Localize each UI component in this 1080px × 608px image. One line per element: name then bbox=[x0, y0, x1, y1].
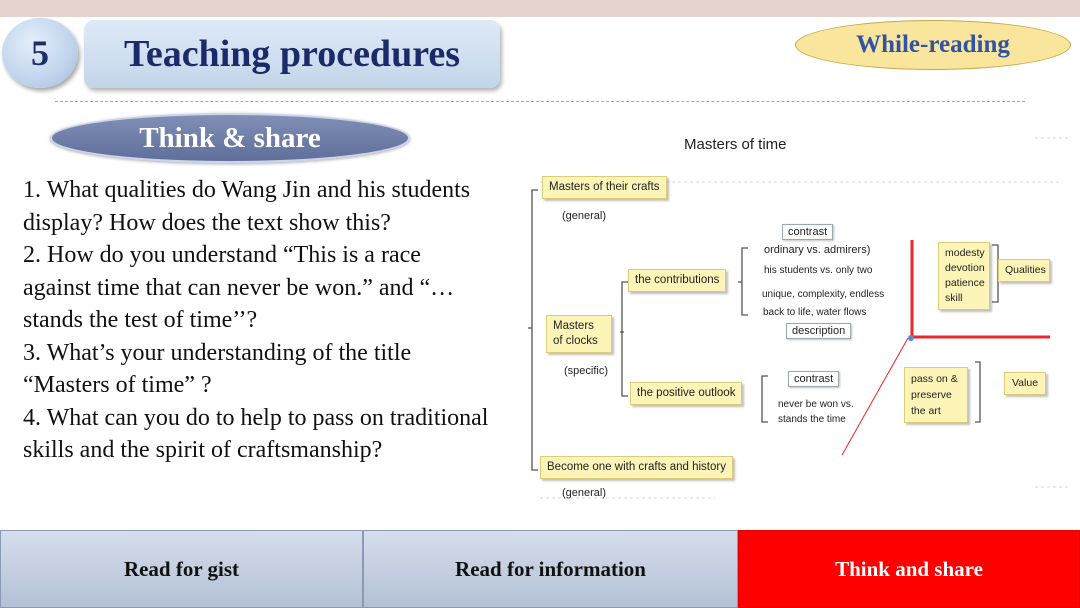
label-description: description bbox=[786, 323, 851, 339]
question-item: 4. What can you do to help to pass on traditional skills and the spirit of craftsmanship? bbox=[23, 404, 489, 463]
divider-line bbox=[55, 101, 1025, 102]
section-label: Think & share bbox=[50, 113, 410, 163]
top-strip bbox=[0, 0, 1080, 17]
step-number-badge: 5 bbox=[2, 18, 78, 88]
branch-bracket bbox=[622, 282, 628, 396]
pass-on-line: the art bbox=[911, 405, 941, 417]
stage-badge: While-reading bbox=[795, 20, 1071, 70]
main-bracket bbox=[532, 190, 538, 470]
label-contrast-2: contrast bbox=[788, 371, 839, 387]
question-item: 2. How do you understand “This is a race against time that can never be won.” and “…stands the test of time’’? bbox=[23, 242, 455, 333]
quality-item: skill bbox=[945, 292, 963, 304]
diagram-title: Masters of time bbox=[684, 136, 787, 153]
question-item: 3. What’s your understanding of the title “Masters of time” ? bbox=[23, 339, 412, 398]
node-pass-on bbox=[904, 367, 968, 423]
quality-item: devotion bbox=[945, 262, 985, 274]
value-bracket bbox=[975, 362, 980, 422]
pass-on-line: pass on & bbox=[911, 373, 958, 385]
read-for-gist-button[interactable]: Read for gist bbox=[0, 530, 363, 608]
quality-item: modesty bbox=[945, 247, 985, 259]
contrast-line: his students vs. only two bbox=[764, 265, 873, 276]
node-become-one: Become one with crafts and history bbox=[540, 456, 733, 479]
node-value: Value bbox=[1004, 372, 1046, 395]
outlook-bracket bbox=[762, 376, 768, 422]
page-title: Teaching procedures bbox=[84, 20, 500, 88]
label-contrast: contrast bbox=[782, 224, 833, 240]
quality-item: patience bbox=[945, 277, 985, 289]
question-list bbox=[23, 174, 493, 467]
read-for-information-button[interactable]: Read for information bbox=[363, 530, 738, 608]
contrast-line: ordinary vs. admirers) bbox=[764, 244, 871, 256]
node-qualities-list bbox=[938, 242, 990, 310]
outlook-line: stands the time bbox=[778, 414, 846, 425]
contrib-bracket bbox=[742, 248, 748, 315]
contrast-line: unique, complexity, endless bbox=[762, 289, 885, 300]
contrast-line: back to life, water flows bbox=[763, 307, 867, 318]
node-masters-crafts: Masters of their crafts bbox=[542, 176, 667, 199]
accent-diagonal bbox=[842, 338, 908, 455]
node-contributions: the contributions bbox=[628, 269, 726, 292]
node-qualities: Qualities bbox=[998, 259, 1050, 282]
accent-dot bbox=[908, 335, 914, 341]
question-item: 1. What qualities do Wang Jin and his students display? How does the text show this? bbox=[23, 177, 471, 236]
node-masters-clocks: Masters of clocks bbox=[546, 315, 612, 353]
label-specific: (specific) bbox=[564, 365, 609, 377]
mind-map-diagram bbox=[520, 130, 1080, 510]
outlook-line: never be won vs. bbox=[778, 399, 854, 410]
pass-on-line: preserve bbox=[911, 389, 952, 401]
label-general-2: (general) bbox=[562, 487, 607, 499]
think-and-share-button[interactable]: Think and share bbox=[738, 530, 1080, 608]
label-general: (general) bbox=[562, 210, 607, 222]
section-nav bbox=[0, 530, 1080, 608]
node-positive-outlook: the positive outlook bbox=[630, 382, 742, 405]
